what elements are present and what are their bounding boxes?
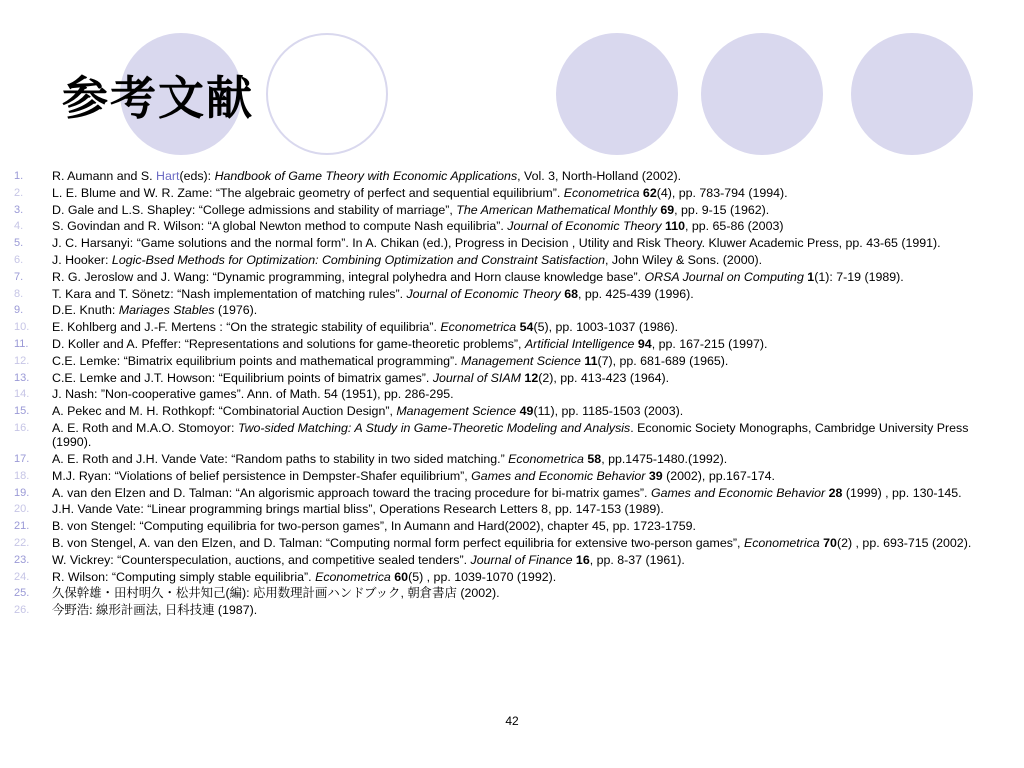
reference-segment: D. Koller and A. Pfeffer: “Representations and solutions for game-theoretic problems”, (52, 336, 525, 351)
reference-volume: 11 (584, 353, 598, 368)
reference-segment: J. Hooker: (52, 252, 112, 267)
reference-item (0, 371, 1024, 385)
reference-volume: 39 (648, 468, 663, 483)
reference-source: Econometrica (440, 320, 517, 335)
reference-source: Journal of Economic Theory (507, 219, 662, 234)
reference-item (0, 236, 1024, 250)
reference-segment: C.E. Lemke: “Bimatrix equilibrium points and mathematical programming”. (52, 353, 462, 368)
reference-number: 7. (14, 270, 24, 283)
reference-item (0, 219, 1024, 233)
reference-item (0, 502, 1024, 516)
reference-source: Econometrica (508, 451, 584, 466)
reference-source: Games and Economic Behavior (471, 468, 646, 483)
reference-volume: 69 (660, 202, 675, 217)
reference-source: Logic-Bsed Methods for Optimization: Combining Optimization and Constraint Satisfaction (111, 252, 606, 267)
reference-segment: 今野浩: 線形計画法, 日科技連 (1987). (52, 603, 258, 618)
reference-segment: (7), pp. 681-689 (1965). (597, 353, 729, 368)
reference-segment: , John Wiley & Sons. (2000). (605, 252, 763, 267)
reference-segment: , pp. 167-215 (1997). (651, 336, 768, 351)
reference-item (0, 404, 1024, 418)
reference-number: 26. (14, 604, 30, 617)
reference-text (52, 404, 1004, 418)
reference-number: 5. (14, 237, 24, 250)
reference-number: 6. (14, 253, 24, 266)
reference-segment: J.H. Vande Vate: “Linear programming brings martial bliss”, Operations Research Letters 8, pp. 147-153 (1989). (52, 502, 664, 517)
reference-segment: (1976). (214, 303, 258, 318)
reference-source: Management Science (461, 353, 581, 368)
reference-source: Two-sided Matching: A Study in Game-Theoretic Modeling and Analysis (237, 420, 631, 435)
reference-source: Journal of Finance (470, 552, 573, 567)
reference-number: 13. (14, 371, 30, 384)
reference-text (52, 203, 1004, 217)
reference-number: 15. (14, 405, 30, 418)
reference-segment: D. Gale and L.S. Shapley: “College admissions and stability of marriage”, (52, 202, 457, 217)
reference-item (0, 303, 1024, 317)
reference-source: Management Science (396, 404, 517, 419)
reference-item (0, 570, 1024, 584)
reference-segment: A. van den Elzen and D. Talman: “An algorismic approach toward the tracing procedure for bi-matrix games”. (52, 485, 651, 500)
reference-segment: C.E. Lemke and J.T. Howson: “Equilibrium points of bimatrix games”. (52, 370, 433, 385)
reference-item (0, 270, 1024, 284)
reference-source: Handbook of Game Theory with Economic Applications (214, 169, 518, 183)
page-number: 42 (505, 714, 519, 728)
reference-segment: R. Wilson: “Computing simply stable equilibria”. (52, 569, 316, 584)
reference-segment: , pp. 9-15 (1962). (674, 202, 770, 217)
reference-source: Econometrica (563, 185, 640, 200)
reference-source: Journal of SIAM (432, 370, 521, 385)
reference-text (52, 452, 1004, 466)
reference-segment: (2), pp. 413-423 (1964). (538, 370, 670, 385)
reference-segment: (5), pp. 1003-1037 (1986). (533, 320, 679, 335)
reference-segment: (5) , pp. 1039-1070 (1992). (408, 569, 557, 584)
reference-text (52, 486, 1004, 500)
reference-number: 12. (14, 354, 30, 367)
reference-item (0, 586, 1024, 600)
reference-source: Econometrica (315, 569, 391, 584)
reference-item (0, 169, 1024, 183)
reference-volume: 110 (664, 219, 685, 234)
reference-segment: 久保幹雄・田村明久・松井知己(編): 応用数理計画ハンドブック, 朝倉書店 (2002). (52, 586, 500, 601)
reference-segment: E. Kohlberg and J.-F. Mertens : “On the strategic stability of equilibria”. (52, 320, 441, 335)
reference-number: 2. (14, 186, 24, 199)
reference-item (0, 519, 1024, 533)
reference-number: 17. (14, 452, 30, 465)
reference-segment: S. Govindan and R. Wilson: “A global Newton method to compute Nash equilibria”. (52, 219, 508, 234)
reference-segment: , Vol. 3, North-Holland (2002). (517, 169, 682, 183)
reference-source: Games and Economic Behavior (650, 485, 826, 500)
reference-number: 22. (14, 536, 30, 549)
reference-segment: B. von Stengel: “Computing equilibria for two-person games”, In Aumann and Hard(2002), chapter 45, pp. 1723-1759. (52, 519, 697, 534)
reference-item (0, 253, 1024, 267)
reference-segment: (2) , pp. 693-715 (2002). (836, 535, 972, 550)
reference-segment: R. Aumann and S. (52, 169, 157, 183)
reference-text (52, 421, 1004, 449)
reference-segment: (1): 7-19 (1989). (814, 269, 904, 284)
reference-text (52, 169, 1004, 183)
reference-text (52, 570, 1004, 584)
reference-text (52, 553, 1004, 567)
decor-circle (556, 33, 678, 155)
reference-item (0, 320, 1024, 334)
reference-volume: 70 (823, 535, 837, 550)
reference-item (0, 486, 1024, 500)
reference-number: 9. (14, 304, 24, 317)
reference-text (52, 519, 1004, 533)
reference-source: ORSA Journal on Computing (644, 269, 804, 284)
decor-circle (851, 33, 973, 155)
reference-number: 21. (14, 520, 30, 533)
reference-segment: M.J. Ryan: “Violations of belief persistence in Dempster-Shafer equilibrium”, (52, 468, 472, 483)
reference-item (0, 186, 1024, 200)
reference-text (52, 219, 1004, 233)
reference-number: 3. (14, 203, 24, 216)
slide-title: 参考文献 (62, 71, 254, 125)
reference-volume: 28 (828, 485, 843, 500)
reference-text (52, 469, 1004, 483)
reference-number: 1. (14, 170, 24, 182)
reference-segment: B. von Stengel, A. van den Elzen, and D. Talman: “Computing normal form perfect equilibria for extensive two-person games”, (52, 535, 744, 550)
reference-number: 10. (14, 321, 30, 334)
reference-text (52, 270, 1004, 284)
reference-text (52, 536, 1004, 550)
reference-source: Econometrica (743, 535, 820, 550)
reference-volume: 1 (807, 269, 815, 284)
reference-text (52, 287, 1004, 301)
reference-item (0, 452, 1024, 466)
reference-text (52, 337, 1004, 351)
decor-circle (266, 33, 388, 155)
reference-source: The American Mathematical Monthly (456, 202, 657, 217)
reference-segment: (11), pp. 1185-1503 (2003). (533, 404, 684, 419)
reference-item (0, 354, 1024, 368)
reference-volume: 68 (564, 286, 578, 301)
reference-number: 8. (14, 287, 24, 300)
reference-item (0, 553, 1024, 567)
reference-segment: J. C. Harsanyi: “Game solutions and the normal form”. In A. Chikan (ed.), Progress in Decision , Utility and Risk Theory. Kluwer Academic Press, pp. 43-65 (1991). (52, 236, 941, 251)
reference-text (52, 371, 1004, 385)
reference-text (52, 354, 1004, 368)
reference-number: 25. (14, 587, 30, 600)
reference-item (0, 536, 1024, 550)
reference-item (0, 203, 1024, 217)
reference-segment: , pp. 425-439 (1996). (577, 286, 694, 301)
reference-segment: T. Kara and T. Sönetz: “Nash implementation of matching rules”. (52, 286, 407, 301)
reference-source: Mariages Stables (118, 303, 215, 318)
reference-item (0, 337, 1024, 351)
reference-text (52, 186, 1004, 200)
reference-volume: 54 (519, 320, 534, 335)
reference-item (0, 469, 1024, 483)
reference-volume: 94 (637, 336, 652, 351)
reference-text (52, 320, 1004, 334)
reference-number: 11. (14, 337, 29, 350)
reference-segment: R. G. Jeroslow and J. Wang: “Dynamic programming, integral polyhedra and Horn clause knowledge base”. (52, 269, 645, 284)
reference-volume: 12 (524, 370, 539, 385)
reference-segment: W. Vickrey: “Counterspeculation, auctions, and competitive sealed tenders”. (52, 552, 471, 567)
reference-item (0, 287, 1024, 301)
reference-volume: 60 (394, 569, 409, 584)
reference-number: 20. (14, 503, 30, 516)
reference-segment: (2002), pp.167-174. (662, 468, 775, 483)
reference-text (52, 603, 1004, 617)
reference-segment: (4), pp. 783-794 (1994). (656, 185, 788, 200)
reference-text (52, 387, 1004, 401)
reference-number: 16. (14, 421, 30, 434)
reference-text (52, 502, 1004, 516)
reference-volume: 16 (575, 552, 590, 567)
reference-number: 19. (14, 486, 30, 499)
reference-text (52, 303, 1004, 317)
reference-list (0, 169, 1024, 620)
reference-number: 4. (14, 220, 24, 233)
reference-source: Artificial Intelligence (524, 336, 635, 351)
reference-volume: 49 (519, 404, 534, 419)
reference-text (52, 253, 1004, 267)
reference-segment: (1999) , pp. 130-145. (842, 485, 962, 500)
reference-number: 18. (14, 469, 30, 482)
reference-number: 23. (14, 553, 30, 566)
reference-segment: A. Pekec and M. H. Rothkopf: “Combinatorial Auction Design”, (52, 404, 397, 419)
reference-text (52, 236, 1004, 250)
reference-number: 14. (14, 388, 30, 401)
reference-volume: 62 (642, 185, 657, 200)
reference-segment: A. E. Roth and J.H. Vande Vate: “Random paths to stability in two sided matching.” (52, 451, 509, 466)
reference-item (0, 603, 1024, 617)
reference-segment: , pp. 8-37 (1961). (589, 552, 685, 567)
reference-item (0, 387, 1024, 401)
reference-text (52, 586, 1004, 600)
reference-segment: (eds): (179, 169, 215, 183)
reference-segment: , pp.1475-1480.(1992). (601, 451, 728, 466)
reference-segment: J. Nash: ”Non-cooperative games”. Ann. of Math. 54 (1951), pp. 286-295. (52, 387, 454, 402)
reference-segment: L. E. Blume and W. R. Zame: “The algebraic geometry of perfect and sequential equilibrium”. (52, 185, 564, 200)
decor-circle (701, 33, 823, 155)
reference-segment: D.E. Knuth: (52, 303, 119, 318)
reference-volume: 58 (587, 451, 602, 466)
reference-source: Journal of Economic Theory (406, 286, 561, 301)
reference-number: 24. (14, 570, 30, 583)
reference-segment: . Economic Society Monographs, Cambridge University Press (1990). (52, 420, 969, 450)
reference-item (0, 421, 1024, 449)
reference-segment: , pp. 65-86 (2003) (684, 219, 784, 234)
reference-segment: A. E. Roth and M.A.O. Stomoyor: (52, 420, 238, 435)
reference-segment: Hart (156, 169, 180, 183)
